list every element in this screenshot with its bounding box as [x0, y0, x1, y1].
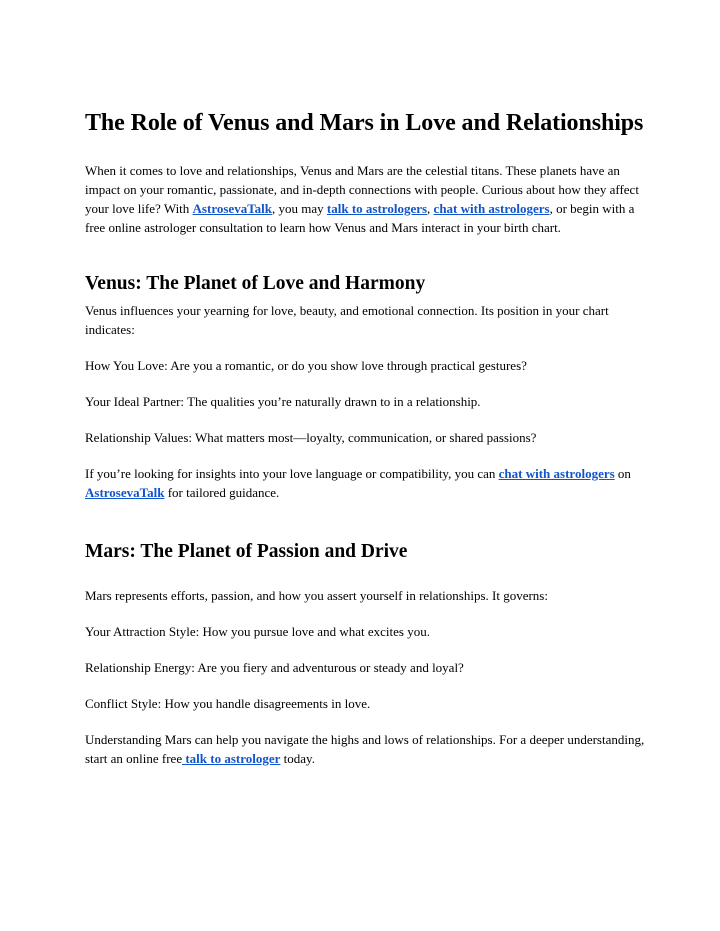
venus-chat-with-astrologers-link[interactable]: chat with astrologers — [498, 466, 615, 481]
astrosevatalk-link[interactable]: AstrosevaTalk — [192, 201, 273, 216]
mars-item-relationship-energy: Relationship Energy: Are you fiery and adventurous or steady and loyal? — [85, 660, 464, 675]
intro-text-2: , you may — [272, 201, 327, 216]
mars-item-conflict-style: Conflict Style: How you handle disagreements in love. — [85, 696, 371, 711]
mars-closing-text-2: today. — [280, 751, 315, 766]
intro-text-3: , — [427, 201, 434, 216]
page-title: The Role of Venus and Mars in Love and Relationships — [85, 110, 644, 136]
mars-item-attraction-style: Your Attraction Style: How you pursue love and what excites you. — [85, 624, 430, 639]
mars-intro: Mars represents efforts, passion, and how you assert yourself in relationships. It governs: — [85, 588, 548, 603]
venus-closing — [85, 464, 645, 502]
intro-paragraph — [85, 161, 645, 237]
venus-item-how-you-love: How You Love: Are you a romantic, or do you show love through practical gestures? — [85, 358, 527, 373]
mars-heading: Mars: The Planet of Passion and Drive — [85, 541, 408, 562]
venus-astrosevatalk-link[interactable]: AstrosevaTalk — [85, 485, 165, 500]
intro-text-1: When it comes to love and relationships, Venus and Mars are the celestial titans. These planets have an impact on your romantic, passionate, and in-depth connections with people. Curious about how they affect your love life? With — [85, 163, 639, 216]
venus-closing-text-1: If you’re looking for insights into your love language or compatibility, you can — [85, 466, 499, 481]
intro-text-4: , or begin with a free online astrologer consultation to learn how Venus and Mars interact in your birth chart. — [85, 201, 635, 235]
venus-closing-text-3: for tailored guidance. — [164, 485, 280, 500]
talk-to-astrologer-link[interactable]: talk to astrologer — [182, 751, 281, 766]
venus-intro: Venus influences your yearning for love, beauty, and emotional connection. Its position in your chart indicates: — [85, 303, 609, 337]
venus-item-relationship-values: Relationship Values: What matters most—loyalty, communication, or shared passions? — [85, 430, 537, 445]
chat-with-astrologers-link[interactable]: chat with astrologers — [433, 201, 550, 216]
talk-to-astrologers-link[interactable]: talk to astrologers — [326, 201, 428, 216]
venus-item-ideal-partner: Your Ideal Partner: The qualities you’re naturally drawn to in a relationship. — [85, 394, 481, 409]
mars-closing — [85, 730, 645, 768]
document-body — [85, 106, 645, 768]
mars-closing-text-1: Understanding Mars can help you navigate the highs and lows of relationships. For a deeper understanding, start an online free — [85, 732, 645, 766]
venus-heading: Venus: The Planet of Love and Harmony — [85, 273, 426, 294]
venus-closing-text-2: on — [614, 466, 631, 481]
